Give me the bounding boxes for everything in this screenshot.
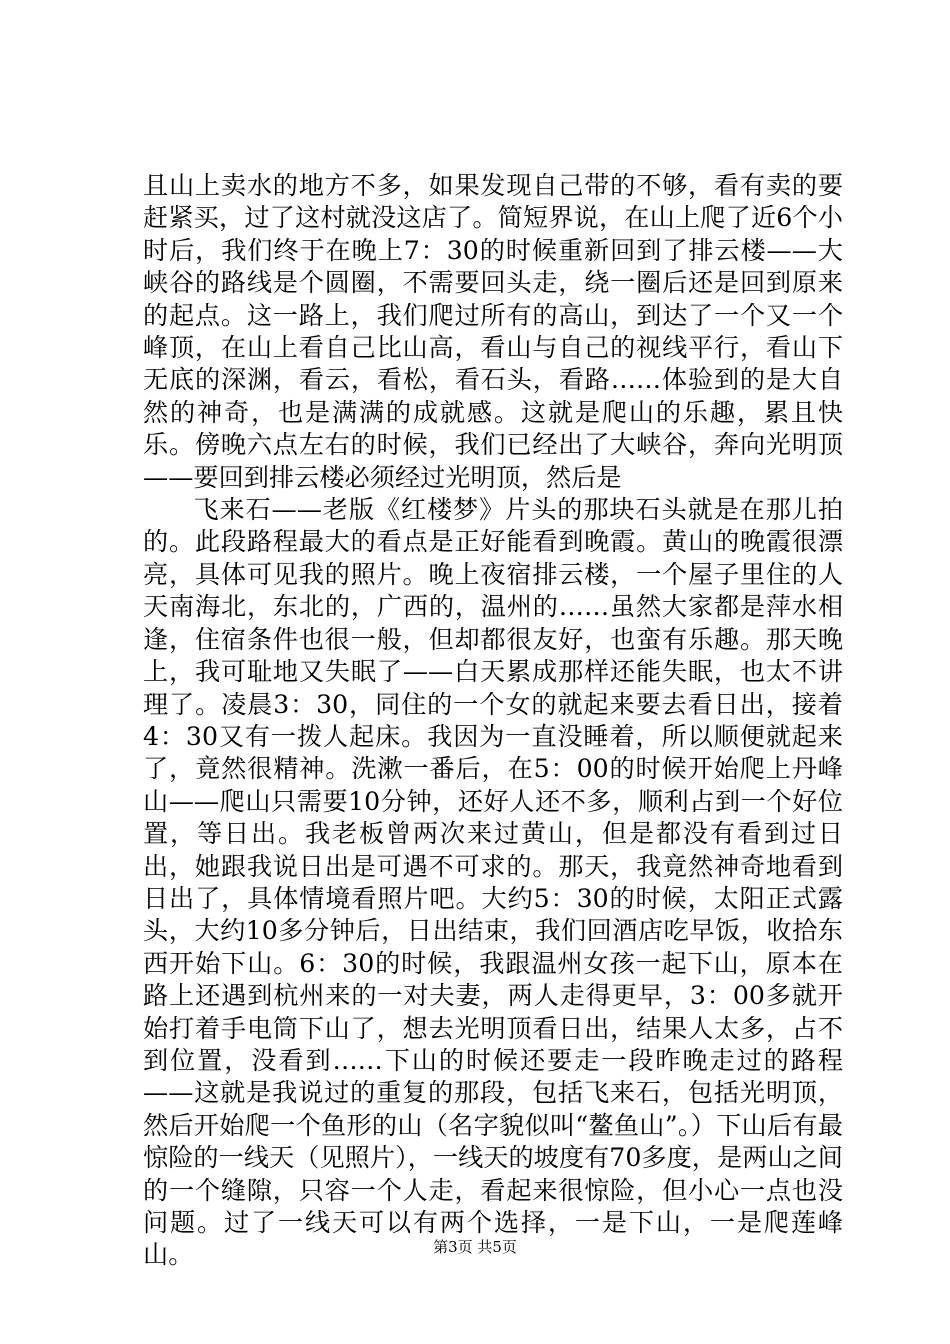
page-footer: 第3页 共5页	[433, 1238, 517, 1256]
paragraph-1: 且山上卖水的地方不多，如果发现自己带的不够，看有卖的要赶紧买，过了这村就没这店了。简短界说，在山上爬了近6个小时后，我们终于在晚上7：30的时候重新回到了排云楼——大峡谷的路线是个圆圈，不需要回头走，绕一圈后还是回到原来的起点。这一路上，我们爬过所有的高山，到达了一个又一个峰顶，在山上看自己比山高，看山与自己的视线平行，看山下无底的深渊，看云，看松，看石头，看路……体验到的是大自然的神奇，也是满满的成就感。这就是爬山的乐趣，累且快乐。傍晚六点左右的时候，我们已经出了大峡谷，奔向光明顶——要回到排云楼必须经过光明顶，然后是	[143, 171, 843, 492]
paragraph-2: 飞来石——老版《红楼梦》片头的那块石头就是在那儿拍的。此段路程最大的看点是正好能看到晚霞。黄山的晚霞很漂亮，具体可见我的照片。晚上夜宿排云楼，一个屋子里住的人天南海北，东北的，广西的，温州的……虽然大家都是萍水相逢，住宿条件也很一般，但却都很友好，也蛮有乐趣。那天晚上，我可耻地又失眠了——白天累成那样还能失眠，也太不讲理了。凌晨3：30，同住的一个女的就起来要去看日出，接着4：30又有一拨人起床。我因为一直没睡着，所以顺便就起来了，竟然很精神。洗漱一番后，在5：00的时候开始爬上丹峰山——爬山只需要10分钟，还好人还不多，顺利占到一个好位置，等日出。我老板曾两次来过黄山，但是都没有看到过日出，她跟我说日出是可遇不可求的。那天，我竟然神奇地看到日出了，具体情境看照片吧。大约5：30的时候，太阳正式露头，大约10多分钟后，日出结束，我们回酒店吃早饭，收拾东西开始下山。6：30的时候，我跟温州女孩一起下山，原本在路上还遇到杭州来的一对夫妻，两人走得更早，3：00多就开始打着手电筒下山了，想去光明顶看日出，结果人太多，占不到位置，没看到……下山的时候还要走一段昨晚走过的路程——这就是我说过的重复的那段，包括飞来石，包括光明顶，然后开始爬一个鱼形的山（名字貌似叫“鳌鱼山”。）下山后有最惊险的一线天（见照片），一线天的坡度有70多度，是两山之间的一个缝隙，只容一个人走，看起来很惊险，但小心一点也没问题。过了一线天可以有两个选择，一是下山，一是爬莲峰山。	[143, 495, 843, 1270]
document-body	[143, 170, 843, 1272]
